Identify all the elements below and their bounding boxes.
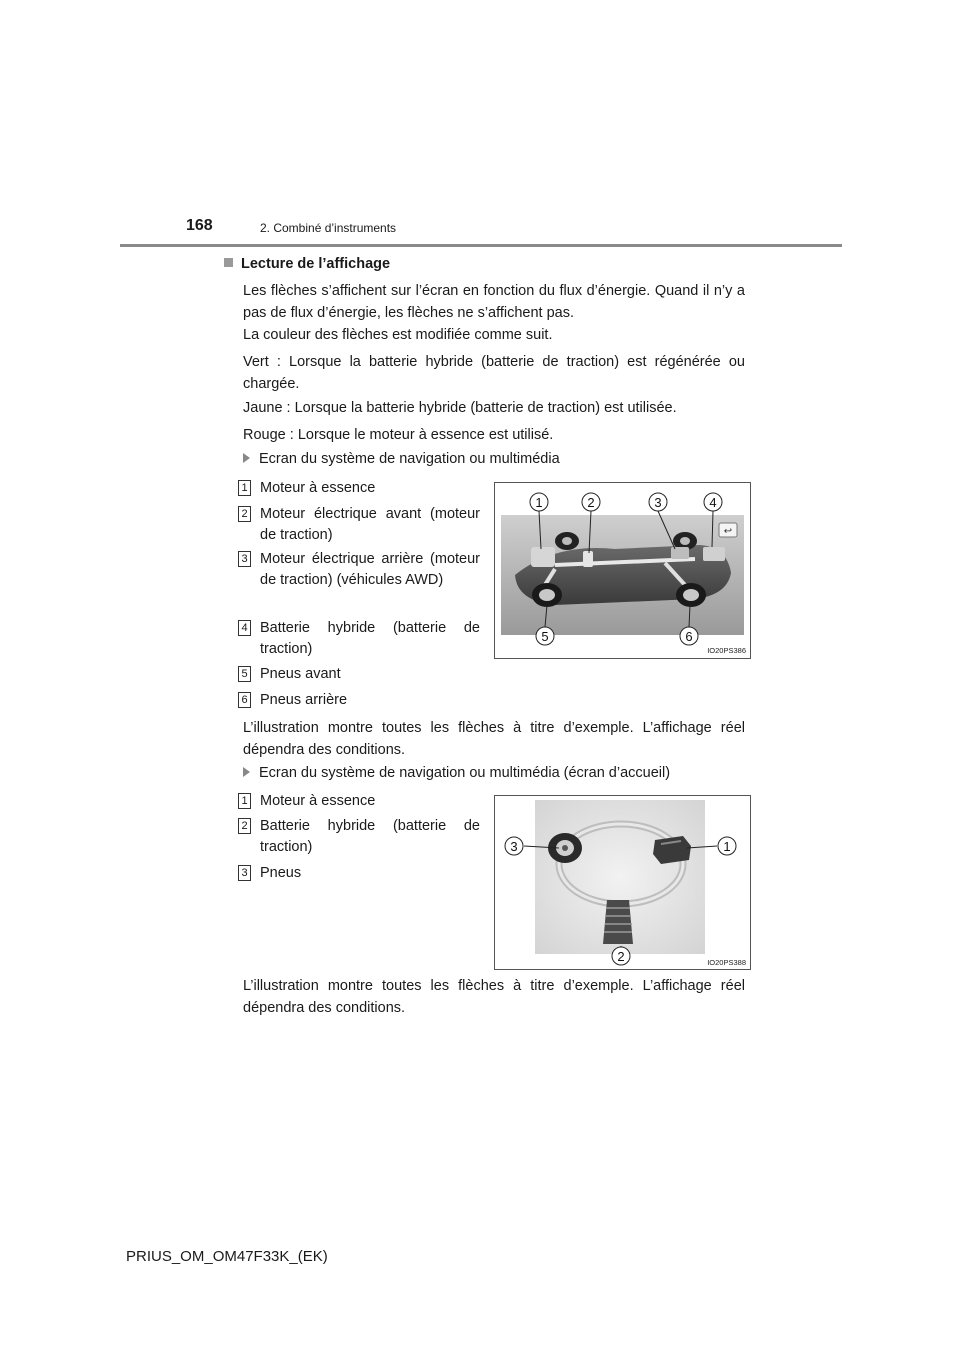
chapter-title: 2. Combiné d’instruments	[260, 221, 397, 235]
callout-label: 6	[685, 629, 693, 644]
paragraph-colors: La couleur des flèches est modifiée comme suit.	[243, 327, 553, 343]
block1-note: L’illustration montre toutes les flèches à titre d’exemple. L’affichage réel dépendra des conditions.	[243, 720, 745, 758]
callout-label: 2	[617, 949, 625, 964]
item-number: 2	[238, 818, 251, 834]
callout-label: 3	[654, 495, 662, 510]
front-motor	[583, 551, 593, 567]
item-number: 4	[238, 620, 251, 636]
callout-label: 5	[541, 629, 549, 644]
item-number: 1	[238, 480, 251, 496]
battery-icon	[603, 900, 633, 944]
paragraph-yellow: Jaune : Lorsque la batterie hybride (batterie de traction) est utilisée.	[243, 400, 677, 416]
item-text: Moteur électrique avant (moteur de traction)	[260, 506, 480, 543]
back-icon: ↩	[723, 526, 733, 537]
item-text: Moteur électrique arrière (moteur de traction) (véhicules AWD)	[260, 551, 480, 588]
callout-label: 2	[587, 495, 595, 510]
figure-code: IO20PS386	[707, 646, 746, 655]
item-text: Pneus avant	[260, 666, 341, 682]
bullet-label: Ecran du système de navigation ou multimédia	[259, 451, 560, 467]
energy-flow-figure	[494, 482, 751, 659]
rear-right-tire	[676, 583, 706, 607]
engine-block	[531, 547, 555, 567]
item-number: 3	[238, 865, 251, 881]
paragraph-red: Rouge : Lorsque le moteur à essence est utilisé.	[243, 427, 554, 443]
front-left-tire	[555, 532, 579, 550]
triangle-bullet-icon	[243, 453, 250, 463]
callout-label: 1	[723, 839, 731, 854]
item-text: Moteur à essence	[260, 793, 376, 809]
section-heading	[224, 256, 390, 272]
item-number: 2	[238, 506, 251, 522]
callout-label: 1	[535, 495, 543, 510]
bullet-home-screen	[243, 765, 670, 781]
item-text: Moteur à essence	[260, 480, 376, 496]
item-number: 3	[238, 551, 251, 567]
triangle-bullet-icon	[243, 767, 250, 777]
callout-label: 3	[510, 839, 518, 854]
page-number: 168	[186, 217, 213, 234]
bullet-label: Ecran du système de navigation ou multimédia (écran d’accueil)	[259, 765, 671, 781]
figure-code: IO20PS388	[707, 958, 746, 967]
item-text: Batterie hybride (batterie de traction)	[260, 620, 480, 657]
rear-motor	[671, 547, 689, 559]
engine-icon	[653, 836, 691, 864]
home-energy-illustration	[495, 796, 750, 969]
header-divider	[120, 244, 842, 247]
document-id: PRIUS_OM_OM47F33K_(EK)	[126, 1248, 328, 1265]
item-text: Pneus arrière	[260, 692, 348, 708]
item-text: Batterie hybride (batterie de traction)	[260, 818, 480, 855]
item-number: 5	[238, 666, 251, 682]
item-number: 6	[238, 692, 251, 708]
paragraph-intro: Les flèches s’affichent sur l’écran en fonction du flux d’énergie. Quand il n’y a pas de flux d’énergie, les flèches ne s’affichent pas.	[243, 283, 745, 321]
item-number: 1	[238, 793, 251, 809]
front-right-tire	[532, 583, 562, 607]
hybrid-battery	[703, 547, 725, 561]
energy-flow-illustration	[495, 483, 750, 658]
item-text: Pneus	[260, 865, 302, 881]
bullet-navigation-screen	[243, 451, 560, 467]
square-bullet-icon	[224, 258, 233, 267]
block2-note: L’illustration montre toutes les flèches à titre d’exemple. L’affichage réel dépendra des conditions.	[243, 978, 745, 1016]
paragraph-green: Vert : Lorsque la batterie hybride (batterie de traction) est régénérée ou chargée.	[243, 354, 745, 392]
callout-label: 4	[709, 495, 717, 510]
section-heading-text: Lecture de l’affichage	[241, 256, 391, 272]
home-energy-figure	[494, 795, 751, 970]
